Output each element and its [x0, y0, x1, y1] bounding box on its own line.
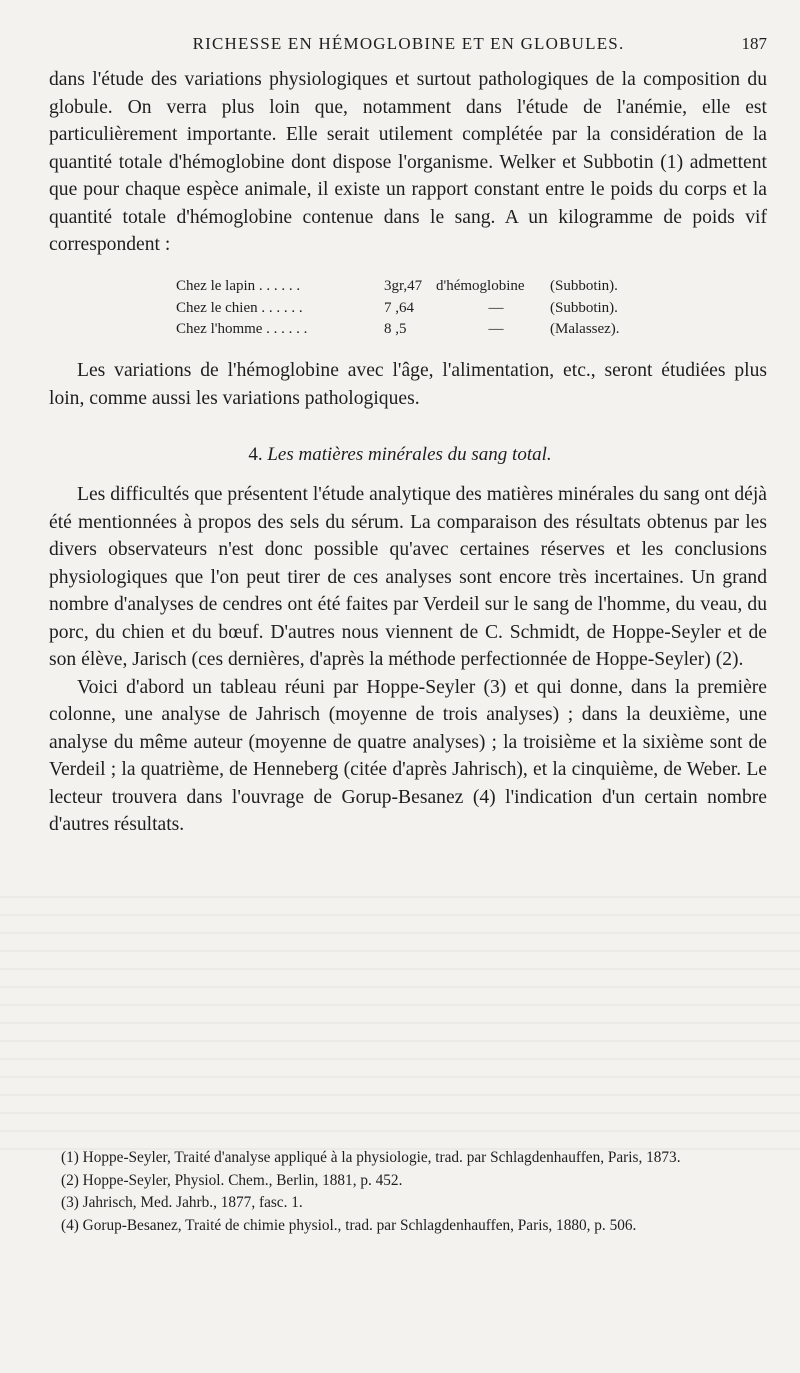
table-cell-animal: Chez le chien . . . . . . [176, 299, 303, 316]
running-header [50, 34, 767, 56]
footnotes [49, 1147, 767, 1237]
section-body [49, 481, 767, 839]
table-cell-value: 8 ,5 [384, 321, 407, 337]
table-row [176, 319, 646, 341]
show-through-bleed [0, 880, 800, 1150]
footnote: (4) Gorup-Besanez, Traité de chimie physiol., trad. par Schlagdenhauffen, Paris, 1880, p. 506. [61, 1216, 637, 1234]
table-cell-unit: — [488, 321, 504, 337]
table-cell-animal: Chez le lapin . . . . . . [176, 278, 301, 294]
table-cell-source: (Malassez). [550, 321, 620, 337]
hemoglobin-table [176, 276, 646, 341]
paragraph-text: Les variations de l'hémoglobine avec l'âge, l'alimentation, etc., seront étudiées plus loin, comme aussi les variations pathologiques. [49, 360, 767, 409]
running-title: RICHESSE EN HÉMOGLOBINE ET EN GLOBULES. [192, 34, 625, 53]
footnote: (3) Jahrisch, Med. Jahrb., 1877, fasc. 1. [61, 1194, 303, 1211]
table-cell-unit: d'hémoglobine [436, 278, 525, 294]
footnote: (1) Hoppe-Seyler, Traité d'analyse appliqué à la physiologie, trad. par Schlagdenhauffen, Paris, 1873. [61, 1149, 681, 1166]
table-cell-value: 7 ,64 [384, 299, 414, 316]
table-row [176, 298, 646, 320]
footnote: (2) Hoppe-Seyler, Physiol. Chem., Berlin, 1881, p. 452. [61, 1171, 403, 1189]
paragraph-text: Voici d'abord un tableau réuni par Hoppe-Seyler (3) et qui donne, dans la première colonne, une analyse de Jahrisch (moyenne de trois analyses) ; dans la deuxième, une analyse du même auteur (moyenne de quatre analyses) ; la troisième et la sixième sont de Verdeil ; la quatrième, de Henneberg (citée d'après Jahrisch), et la cinquième, de Weber. Le lecteur trouvera dans l'ouvrage de Gorup-Besanez (4) l'indication d'un certain nombre d'autres résultats. [49, 676, 767, 835]
table-cell-unit: — [488, 299, 504, 316]
paragraph-hemoglobin-total [49, 66, 767, 259]
table-cell-animal: Chez l'homme . . . . . . [176, 321, 308, 337]
table-row [176, 276, 646, 298]
page-number: 187 [741, 34, 767, 53]
paragraph-variations [49, 357, 767, 412]
table-cell-source: (Subbotin). [550, 278, 618, 294]
paragraph-text: dans l'étude des variations physiologiques et surtout pathologiques de la composition du globule. On verra plus loin que, notamment dans l'étude de l'anémie, elle est particulièrement importante. Elle serait utilement complétée par la considération de la quantité totale d'hémoglobine dont dispose l'organisme. Welker et Subbotin (1) admettent que pour chaque espèce animale, il existe un rapport constant entre le poids du corps et la quantité totale d'hémoglobine contenue dans le sang. A un kilogramme de poids vif correspondent : [49, 69, 767, 255]
table-cell-value: 3gr,47 [384, 278, 423, 294]
section-number: 4. [248, 444, 263, 465]
section-heading [0, 444, 800, 466]
paragraph-text: Les difficultés que présentent l'étude analytique des matières minérales du sang ont déjà été mentionnées à propos des sels du sérum. La comparaison des résultats obtenus par les divers observateurs n'est donc possible qu'avec certaines réserves et les conclusions physiologiques que l'on peut tirer de ces analyses sont encore très incertaines. Un grand nombre d'analyses de cendres ont été faites par Verdeil sur le sang de l'homme, du veau, du porc, du chien et du bœuf. D'autres nous viennent de C. Schmidt, de Hoppe-Seyler et de son élève, Jarisch (ces dernières, d'après la méthode perfectionnée de Hoppe-Seyler) (2). [49, 484, 767, 670]
section-title: Les matières minérales du sang total. [267, 444, 552, 465]
table-cell-source: (Subbotin). [550, 299, 618, 316]
